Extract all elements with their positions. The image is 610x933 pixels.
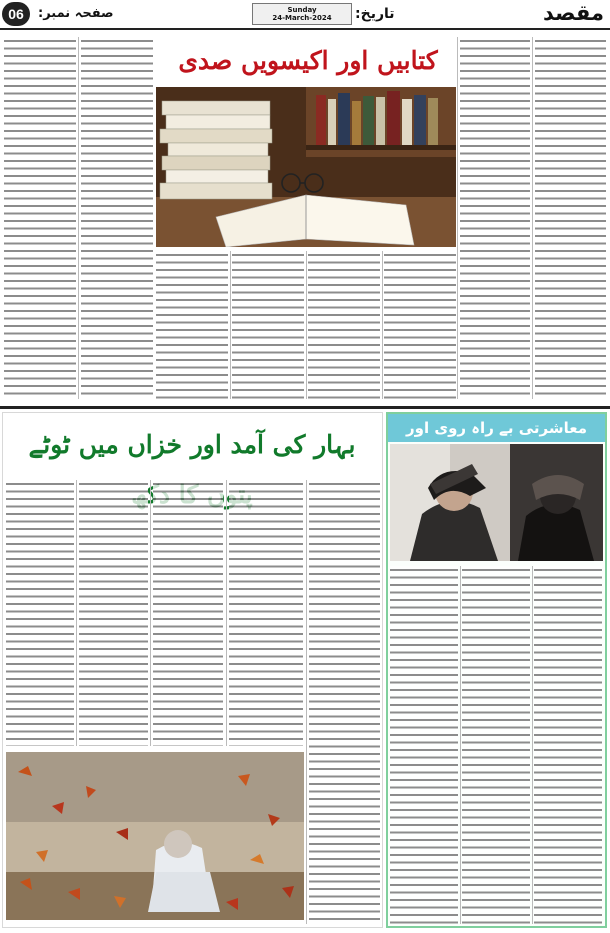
- column-rule: [230, 251, 231, 399]
- text-column: [535, 37, 606, 399]
- text-column: [156, 251, 228, 399]
- column-rule: [78, 37, 79, 399]
- text-column: [81, 37, 153, 399]
- column-rule: [226, 480, 227, 746]
- text-column: [384, 251, 456, 399]
- text-column: [534, 566, 602, 924]
- books-photo: [156, 87, 456, 247]
- lower-right-story-headline: معاشرتی بے راہ روی اور: [406, 419, 587, 437]
- text-column: [79, 480, 148, 746]
- text-column: [229, 480, 303, 746]
- column-rule: [532, 566, 533, 924]
- issue-date: 24-March-2024: [272, 14, 332, 22]
- text-column: [308, 251, 380, 399]
- top-story-headline: کتابیں اور اکیسویں صدی: [178, 46, 438, 75]
- text-column: [460, 37, 530, 399]
- column-rule: [306, 251, 307, 399]
- masthead: [0, 0, 610, 30]
- column-rule: [460, 566, 461, 924]
- column-rule: [457, 37, 458, 399]
- text-column: [6, 480, 74, 746]
- column-rule: [306, 480, 307, 924]
- page-number-label: صفحہ نمبر:: [38, 6, 114, 21]
- autumn-illustration: [6, 752, 304, 920]
- column-rule: [532, 37, 533, 399]
- text-column: [232, 251, 304, 399]
- text-column: [4, 37, 76, 399]
- date-box: [252, 3, 352, 25]
- newspaper-brand: مقصد: [543, 1, 604, 25]
- autumn-child-photo: [6, 752, 304, 920]
- grief-photo: [390, 444, 603, 561]
- grief-illustration: [390, 444, 603, 561]
- issue-day: Sunday: [287, 6, 317, 14]
- text-column: [390, 566, 458, 924]
- text-column: [153, 480, 223, 746]
- date-label: تاریخ:: [355, 6, 395, 22]
- section-divider: [0, 406, 610, 409]
- lower-left-story-headline: بہار کی آمد اور خزاں میں ٹوٹے: [28, 430, 356, 459]
- column-rule: [382, 251, 383, 399]
- text-column: [309, 480, 380, 924]
- page-number-badge: 06: [2, 2, 30, 26]
- column-rule: [150, 480, 151, 746]
- column-rule: [76, 480, 77, 746]
- books-illustration: [156, 87, 456, 247]
- text-column: [462, 566, 530, 924]
